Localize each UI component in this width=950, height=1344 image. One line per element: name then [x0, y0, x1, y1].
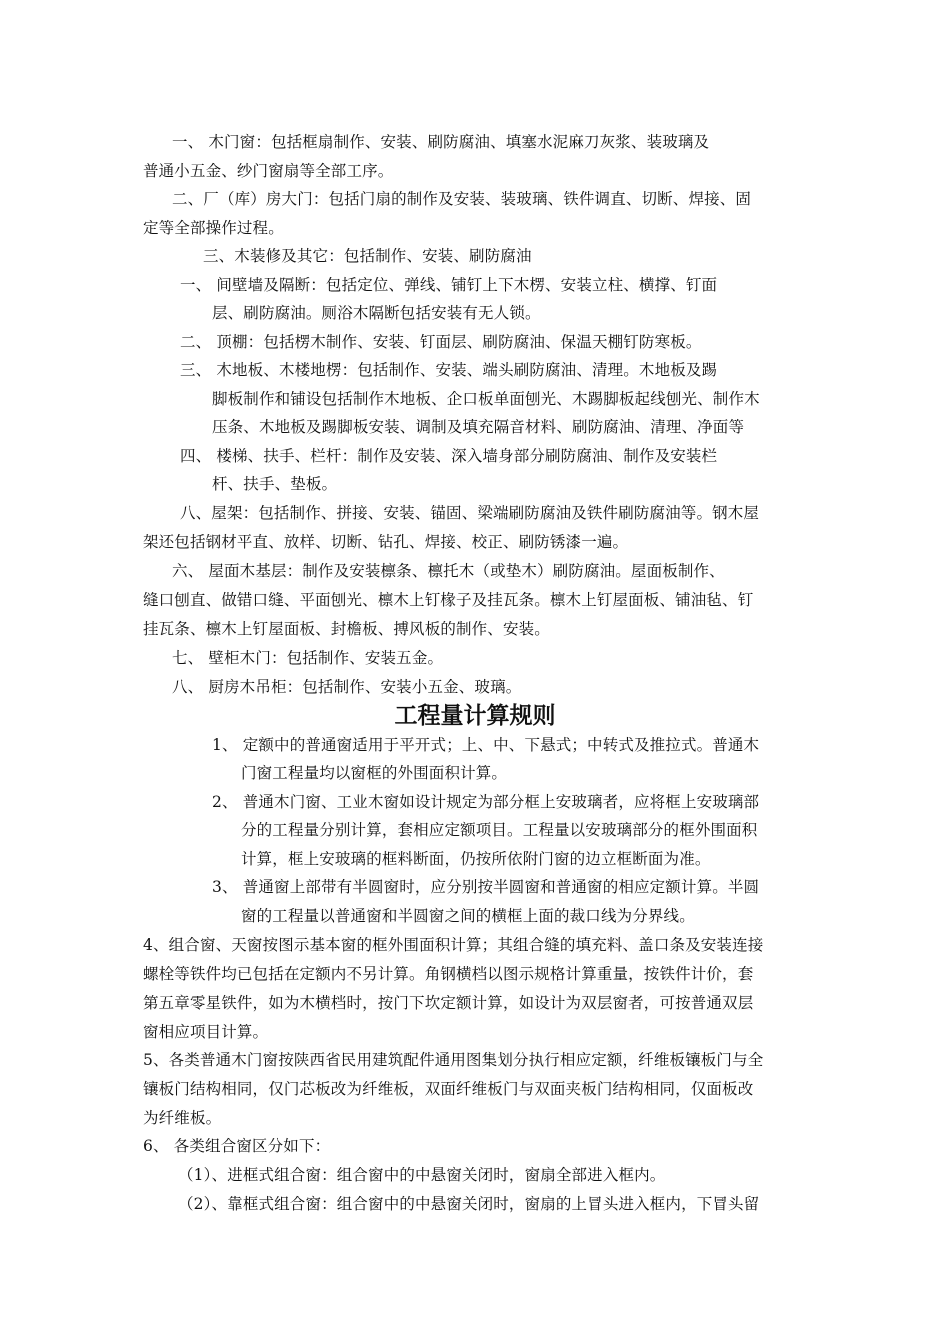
section-heading: 工程量计算规则	[394, 703, 556, 729]
text-line: 三、木装修及其它：包括制作、安装、刷防腐油	[203, 247, 532, 265]
text-line: 八、屋架：包括制作、拼接、安装、锚固、梁端刷防腐油及铁件刷防腐油等。钢木屋	[180, 504, 760, 522]
text-line: 3、 普通窗上部带有半圆窗时，应分别按半圆窗和普通窗的相应定额计算。半圆	[212, 878, 760, 896]
text-line: 计算，框上安玻璃的框料断面，仍按所依附门窗的边立框断面为准。	[241, 850, 711, 868]
text-line: 1、 定额中的普通窗适用于平开式；上、中、下悬式；中转式及推拉式。普通木	[212, 736, 760, 754]
text-line: 定等全部操作过程。	[143, 219, 284, 237]
text-line: 一、 木门窗：包括框扇制作、安装、刷防腐油、填塞水泥麻刀灰浆、装玻璃及	[172, 133, 710, 151]
text-line: 窗相应项目计算。	[143, 1023, 269, 1041]
text-line: 层、刷防腐油。厕浴木隔断包括安装有无人锁。	[212, 304, 541, 322]
text-line: 二、 顶棚：包括楞木制作、安装、钉面层、刷防腐油、保温天棚钉防寒板。	[180, 333, 702, 351]
text-line: 挂瓦条、檩木上钉屋面板、封檐板、搏风板的制作、安装。	[143, 620, 550, 638]
text-line: 二、厂（库）房大门：包括门扇的制作及安装、装玻璃、铁件调直、切断、焊接、固	[172, 190, 752, 208]
text-line: 螺栓等铁件均已包括在定额内不另计算。角钢横档以图示规格计算重量，按铁件计价，套	[143, 965, 754, 983]
text-line: 5、各类普通木门窗按陕西省民用建筑配件通用图集划分执行相应定额，纤维板镶板门与全	[143, 1051, 764, 1069]
text-line: 压条、木地板及踢脚板安装、调制及填充隔音材料、刷防腐油、清理、净面等	[212, 418, 745, 436]
text-line: 门窗工程量均以窗框的外围面积计算。	[241, 764, 508, 782]
text-line: 杆、扶手、垫板。	[212, 475, 338, 493]
text-line: 窗的工程量以普通窗和半圆窗之间的横框上面的裁口线为分界线。	[241, 907, 695, 925]
text-line: 脚板制作和铺设包括制作木地板、企口板单面刨光、木踢脚板起线刨光、制作木	[212, 390, 760, 408]
text-line: 三、 木地板、木楼地楞：包括制作、安装、端头刷防腐油、清理。木地板及踢	[180, 361, 718, 379]
text-line: 缝口刨直、做错口缝、平面刨光、檩木上钉椽子及挂瓦条。檩木上钉屋面板、铺油毡、钉	[143, 591, 754, 609]
text-line: 2、 普通木门窗、工业木窗如设计规定为部分框上安玻璃者，应将框上安玻璃部	[212, 793, 760, 811]
text-line: 架还包括钢材平直、放样、切断、钻孔、焊接、校正、刷防锈漆一遍。	[143, 533, 629, 551]
text-line: 七、 壁柜木门：包括制作、安装五金。	[172, 649, 444, 667]
text-line: 普通小五金、纱门窗扇等全部工序。	[143, 162, 394, 180]
text-line: （1）、进框式组合窗：组合窗中的中悬窗关闭时，窗扇全部进入框内。	[178, 1166, 666, 1184]
text-line: 4、组合窗、天窗按图示基本窗的框外围面积计算；其组合缝的填充料、盖口条及安装连接	[143, 936, 764, 954]
text-line: 八、 厨房木吊柜：包括制作、安装小五金、玻璃。	[172, 678, 522, 696]
text-line: 分的工程量分别计算，套相应定额项目。工程量以安玻璃部分的框外围面积	[241, 821, 758, 839]
text-line: 6、 各类组合窗区分如下：	[143, 1137, 331, 1155]
text-line: 六、 屋面木基层：制作及安装檩条、檩托木（或垫木）刷防腐油。屋面板制作、	[172, 562, 725, 580]
text-line: 镶板门结构相同，仅门芯板改为纤维板，双面纤维板门与双面夹板门结构相同，仅面板改	[143, 1080, 754, 1098]
text-line: 为纤维板。	[143, 1109, 222, 1127]
text-line: 第五章零星铁件，如为木横档时，按门下坎定额计算，如设计为双层窗者，可按普通双层	[143, 994, 754, 1012]
text-line: （2）、靠框式组合窗：组合窗中的中悬窗关闭时，窗扇的上冒头进入框内，下冒头留	[178, 1195, 760, 1213]
text-line: 一、 间壁墙及隔断：包括定位、弹线、铺钉上下木楞、安装立柱、横撑、钉面	[180, 276, 718, 294]
text-line: 四、 楼梯、扶手、栏杆：制作及安装、深入墙身部分刷防腐油、制作及安装栏	[180, 447, 718, 465]
